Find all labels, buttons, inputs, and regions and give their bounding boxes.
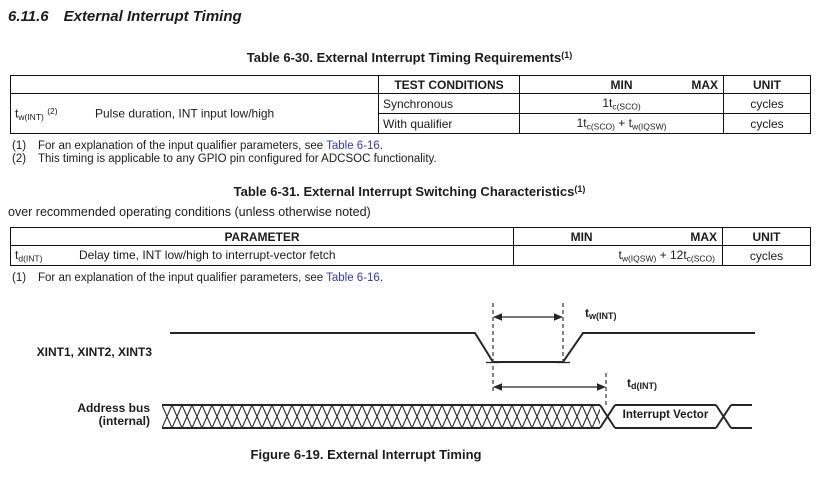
table-6-31-title: Table 6-31. External Interrupt Switching Characteristics$^{(1)}$ xyxy=(233,184,586,199)
footnote xyxy=(12,140,437,153)
parameter-description: Pulse duration, INT input low/high xyxy=(95,106,275,120)
min-label: MIN xyxy=(570,229,593,244)
table-6-30-header-row xyxy=(11,76,811,94)
header-cell-min-max xyxy=(514,228,723,246)
min-max-value-cell: $1t_{c(SCO)} + t_{w(IQSW)}$ xyxy=(520,114,724,134)
table-6-30-footnotes xyxy=(12,140,437,166)
address-bus-label: Address bus (internal) xyxy=(77,401,150,428)
footnote-marker: (2) xyxy=(12,153,27,165)
figure-caption: Figure 6-19. External Interrupt Timing xyxy=(250,447,482,462)
header-cell-parameter: PARAMETER xyxy=(11,228,514,246)
interrupt-vector-label: Interrupt Vector xyxy=(622,409,709,421)
operating-conditions-note: over recommended operating conditions (unless otherwise noted) xyxy=(8,205,371,219)
td-arrow xyxy=(493,383,606,391)
section-title: External Interrupt Timing xyxy=(63,8,242,25)
table-6-16-link[interactable]: Table 6-16 xyxy=(326,272,380,284)
table-6-31-header-row xyxy=(11,228,811,246)
min-label: MIN xyxy=(610,77,633,92)
table-title-footnote-ref: (1) xyxy=(561,50,573,60)
parameter-cell xyxy=(11,246,514,266)
section-number: 6.11.6 xyxy=(8,8,49,25)
tw-arrow xyxy=(493,313,563,321)
xint-signal-waveform xyxy=(170,333,755,362)
footnote-marker: (1) xyxy=(12,272,27,284)
unit-cell: cycles xyxy=(724,94,811,114)
parameter-cell xyxy=(11,94,379,134)
footnote-text: For an explanation of the input qualifier parameters, see Table 6-16. xyxy=(38,140,384,152)
min-max-value-cell: $t_{w(IQSW)} + 12t_{c(SCO)}$ xyxy=(514,246,723,266)
table-6-31 xyxy=(10,227,811,266)
header-cell-unit: UNIT xyxy=(724,76,811,94)
footnote xyxy=(12,153,437,166)
parameter-symbol: $t_{w(INT)}$ $^{(2)}$ xyxy=(15,105,58,122)
unit-cell: cycles xyxy=(724,114,811,134)
table-row xyxy=(11,246,811,266)
header-cell-unit: UNIT xyxy=(723,228,811,246)
table-6-30-title: Table 6-30. External Interrupt Timing Requirements$^{(1)}$ xyxy=(246,50,573,65)
header-cell-empty xyxy=(11,76,379,94)
footnote xyxy=(12,272,383,285)
section-heading xyxy=(8,8,242,25)
xint-signal-label: XINT1, XINT2, XINT3 xyxy=(36,345,152,359)
unit-cell: cycles xyxy=(723,246,811,266)
parameter-description: Delay time, INT low/high to interrupt-vector fetch xyxy=(79,247,336,262)
td-int-label: $t_{d(INT)}$ xyxy=(627,376,657,391)
test-condition-cell: Synchronous xyxy=(379,94,520,114)
parameter-symbol: $t_{d(INT)}$ xyxy=(15,247,43,264)
footnote-marker: (1) xyxy=(12,140,27,152)
header-cell-test-conditions: TEST CONDITIONS xyxy=(379,76,520,94)
table-title-footnote-ref: (1) xyxy=(574,184,586,194)
table-6-31-footnotes xyxy=(12,272,383,285)
tw-int-label: $t_{w(INT)}$ xyxy=(585,306,617,321)
footnote-text: This timing is applicable to any GPIO pin configured for ADCSOC functionality. xyxy=(38,153,437,165)
header-cell-min-max xyxy=(520,76,724,94)
max-label: MAX xyxy=(690,229,717,244)
bus-hatch-region xyxy=(162,406,600,429)
test-condition-cell: With qualifier xyxy=(379,114,520,134)
table-row xyxy=(11,94,811,114)
table-6-16-link[interactable]: Table 6-16 xyxy=(326,140,380,152)
table-6-30 xyxy=(10,75,811,134)
footnote-text: For an explanation of the input qualifier parameters, see Table 6-16. xyxy=(38,272,384,284)
min-max-value-cell: $1t_{c(SCO)}$ xyxy=(520,94,724,114)
max-label: MAX xyxy=(691,77,718,92)
